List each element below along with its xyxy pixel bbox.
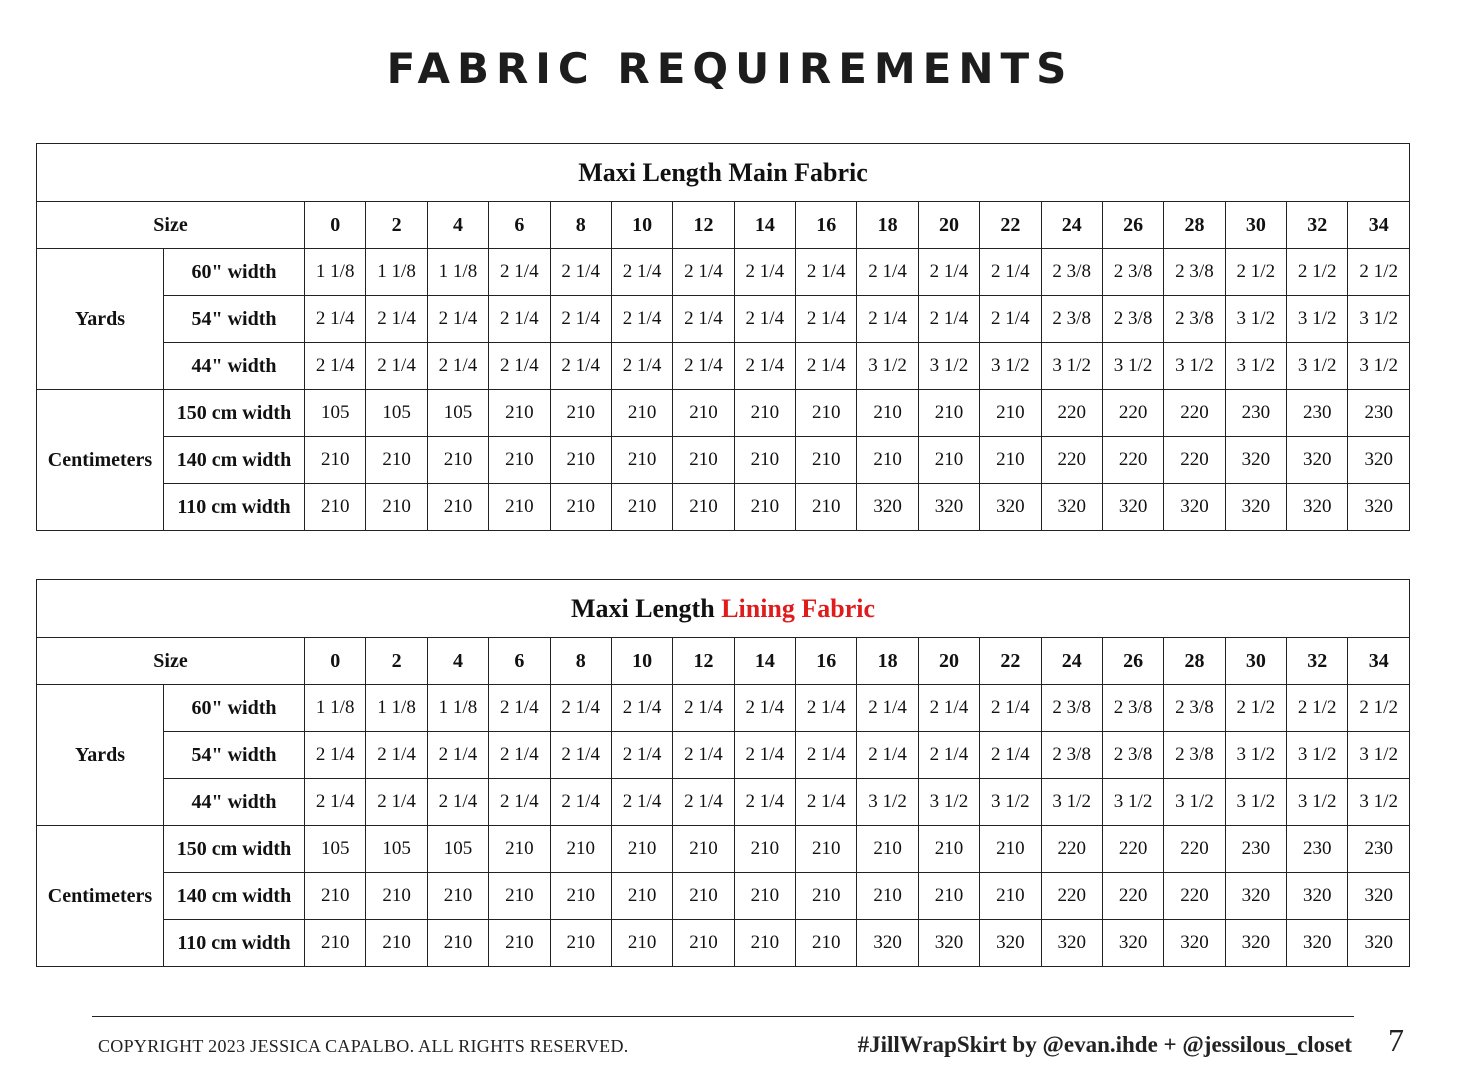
table-cell: 2 1/4 xyxy=(980,685,1041,732)
fabric-width-label: 54" width xyxy=(164,732,305,779)
table-cell: 2 3/8 xyxy=(1102,249,1163,296)
table-cell: 2 1/4 xyxy=(734,685,795,732)
table-cell: 210 xyxy=(489,920,550,967)
table-cell: 3 1/2 xyxy=(1348,296,1410,343)
table-cell: 220 xyxy=(1041,437,1102,484)
table-cell: 210 xyxy=(550,826,611,873)
table-cell: 230 xyxy=(1225,390,1286,437)
table-cell: 210 xyxy=(796,484,857,531)
table-cell: 210 xyxy=(611,437,672,484)
table-cell: 1 1/8 xyxy=(366,685,427,732)
table-cell: 2 1/2 xyxy=(1287,249,1348,296)
table-cell: 220 xyxy=(1041,873,1102,920)
table-cell: 210 xyxy=(366,920,427,967)
table-cell: 2 1/4 xyxy=(918,685,979,732)
table-cell: 210 xyxy=(980,437,1041,484)
table-cell: 210 xyxy=(489,484,550,531)
table-cell: 2 1/4 xyxy=(611,296,672,343)
size-header: 14 xyxy=(734,638,795,685)
size-header: 20 xyxy=(918,202,979,249)
table-cell: 210 xyxy=(305,484,366,531)
table-cell: 2 3/8 xyxy=(1102,296,1163,343)
table-cell: 3 1/2 xyxy=(1348,732,1410,779)
table-cell: 2 1/4 xyxy=(489,296,550,343)
size-header: 14 xyxy=(734,202,795,249)
table-cell: 3 1/2 xyxy=(1041,343,1102,390)
table-cell: 3 1/2 xyxy=(1287,296,1348,343)
table-cell: 2 1/4 xyxy=(305,343,366,390)
table-cell: 2 1/4 xyxy=(673,249,734,296)
table-cell: 210 xyxy=(427,484,488,531)
table-cell: 2 1/2 xyxy=(1225,685,1286,732)
table-cell: 2 1/4 xyxy=(550,779,611,826)
table-cell: 220 xyxy=(1041,390,1102,437)
table-cell: 105 xyxy=(427,826,488,873)
table-cell: 220 xyxy=(1102,826,1163,873)
table-cell: 2 1/4 xyxy=(427,732,488,779)
table-cell: 320 xyxy=(1287,873,1348,920)
table-cell: 210 xyxy=(550,390,611,437)
size-header: 22 xyxy=(980,638,1041,685)
table-cell: 3 1/2 xyxy=(1102,779,1163,826)
table-cell: 320 xyxy=(1348,484,1410,531)
table-cell: 3 1/2 xyxy=(1225,343,1286,390)
table-cell: 2 1/4 xyxy=(427,779,488,826)
table-cell: 210 xyxy=(489,873,550,920)
main-fabric-table xyxy=(36,143,1410,531)
table-cell: 2 1/4 xyxy=(796,249,857,296)
table-cell: 3 1/2 xyxy=(1225,296,1286,343)
table-cell: 230 xyxy=(1225,826,1286,873)
copyright-notice: COPYRIGHT 2023 JESSICA CAPALBO. ALL RIGHTS RESERVED. xyxy=(98,1036,629,1056)
table-cell: 105 xyxy=(366,390,427,437)
table-cell: 2 3/8 xyxy=(1164,296,1225,343)
table-cell: 210 xyxy=(673,437,734,484)
table-cell: 210 xyxy=(918,390,979,437)
table-cell: 230 xyxy=(1348,390,1410,437)
table-cell: 3 1/2 xyxy=(1287,343,1348,390)
table-cell: 210 xyxy=(305,873,366,920)
table-cell: 2 1/4 xyxy=(796,343,857,390)
fabric-width-label: 54" width xyxy=(164,296,305,343)
table-cell: 105 xyxy=(366,826,427,873)
table-cell: 2 3/8 xyxy=(1102,685,1163,732)
size-header: 2 xyxy=(366,202,427,249)
table-cell: 3 1/2 xyxy=(918,779,979,826)
table-cell: 2 1/4 xyxy=(611,249,672,296)
table-cell: 3 1/2 xyxy=(857,779,918,826)
table-cell: 210 xyxy=(918,826,979,873)
table-cell: 2 1/4 xyxy=(734,296,795,343)
table-cell: 3 1/2 xyxy=(1164,343,1225,390)
table-cell: 3 1/2 xyxy=(1287,732,1348,779)
table-row xyxy=(37,826,1410,873)
table-row xyxy=(37,343,1410,390)
table-cell: 2 1/4 xyxy=(857,685,918,732)
size-header: 16 xyxy=(796,638,857,685)
table-cell: 210 xyxy=(611,484,672,531)
table-cell: 2 1/4 xyxy=(918,249,979,296)
table-row xyxy=(37,685,1410,732)
table-cell: 210 xyxy=(734,920,795,967)
table-cell: 210 xyxy=(305,920,366,967)
table-cell: 2 1/4 xyxy=(734,343,795,390)
table-cell: 210 xyxy=(857,390,918,437)
table-cell: 1 1/8 xyxy=(366,249,427,296)
size-header: 0 xyxy=(305,202,366,249)
table-cell: 2 1/4 xyxy=(980,732,1041,779)
table-cell: 320 xyxy=(1041,920,1102,967)
size-header: 30 xyxy=(1225,638,1286,685)
fabric-width-label: 150 cm width xyxy=(164,390,305,437)
table-cell: 210 xyxy=(673,390,734,437)
table-cell: 2 3/8 xyxy=(1041,249,1102,296)
table-cell: 210 xyxy=(796,826,857,873)
table-cell: 210 xyxy=(734,873,795,920)
fabric-width-label: 44" width xyxy=(164,343,305,390)
table-cell: 220 xyxy=(1164,826,1225,873)
table-cell: 210 xyxy=(427,920,488,967)
table-cell: 210 xyxy=(918,873,979,920)
table-cell: 2 3/8 xyxy=(1041,732,1102,779)
size-header: 10 xyxy=(611,202,672,249)
table-row xyxy=(37,390,1410,437)
table-cell: 2 1/2 xyxy=(1225,249,1286,296)
size-header: 0 xyxy=(305,638,366,685)
size-label: Size xyxy=(37,638,305,685)
fabric-width-label: 140 cm width xyxy=(164,873,305,920)
table-cell: 320 xyxy=(918,484,979,531)
table-cell: 2 1/4 xyxy=(305,732,366,779)
table-cell: 2 3/8 xyxy=(1164,249,1225,296)
size-header: 28 xyxy=(1164,202,1225,249)
fabric-width-label: 110 cm width xyxy=(164,920,305,967)
table-cell: 210 xyxy=(611,920,672,967)
table-cell: 2 1/4 xyxy=(489,779,550,826)
table-row xyxy=(37,873,1410,920)
table-cell: 320 xyxy=(980,484,1041,531)
table-cell: 2 1/4 xyxy=(611,343,672,390)
size-header: 24 xyxy=(1041,638,1102,685)
table-cell: 210 xyxy=(734,826,795,873)
unit-group-label: Yards xyxy=(37,249,164,390)
size-header: 2 xyxy=(366,638,427,685)
table-cell: 210 xyxy=(611,390,672,437)
table-cell: 2 1/4 xyxy=(366,296,427,343)
table-cell: 320 xyxy=(1041,484,1102,531)
size-header: 6 xyxy=(489,202,550,249)
table-cell: 210 xyxy=(980,826,1041,873)
table-cell: 2 1/4 xyxy=(305,779,366,826)
table-row xyxy=(37,249,1410,296)
size-header: 6 xyxy=(489,638,550,685)
unit-group-label: Yards xyxy=(37,685,164,826)
table-cell: 210 xyxy=(611,826,672,873)
fabric-width-label: 60" width xyxy=(164,249,305,296)
table-cell: 3 1/2 xyxy=(980,779,1041,826)
size-label: Size xyxy=(37,202,305,249)
table-cell: 3 1/2 xyxy=(1348,343,1410,390)
page-number: 7 xyxy=(1388,1022,1404,1058)
size-header: 32 xyxy=(1287,202,1348,249)
size-header: 28 xyxy=(1164,638,1225,685)
table-cell: 210 xyxy=(305,437,366,484)
table-row xyxy=(37,296,1410,343)
footer-divider xyxy=(92,1016,1354,1017)
table-cell: 2 1/4 xyxy=(673,685,734,732)
table-cell: 2 3/8 xyxy=(1102,732,1163,779)
table-cell: 1 1/8 xyxy=(427,249,488,296)
size-header: 4 xyxy=(427,638,488,685)
table-cell: 2 1/4 xyxy=(489,685,550,732)
table-cell: 210 xyxy=(489,826,550,873)
table-cell: 320 xyxy=(1164,484,1225,531)
table-cell: 210 xyxy=(673,484,734,531)
fabric-width-label: 44" width xyxy=(164,779,305,826)
table-cell: 210 xyxy=(980,390,1041,437)
table-cell: 210 xyxy=(673,873,734,920)
table-cell: 3 1/2 xyxy=(1225,779,1286,826)
table-cell: 3 1/2 xyxy=(980,343,1041,390)
table-cell: 210 xyxy=(857,826,918,873)
table-cell: 2 1/2 xyxy=(1287,685,1348,732)
table-cell: 320 xyxy=(857,484,918,531)
table-cell: 210 xyxy=(550,484,611,531)
table-cell: 210 xyxy=(734,437,795,484)
size-header: 18 xyxy=(857,202,918,249)
size-header-row xyxy=(37,638,1410,685)
social-handles: #JillWrapSkirt by @evan.ihde + @jessilous_closet xyxy=(857,1032,1352,1057)
size-header: 12 xyxy=(673,638,734,685)
table-cell: 2 1/4 xyxy=(857,249,918,296)
size-header: 20 xyxy=(918,638,979,685)
table-title-text: Maxi Length xyxy=(570,593,715,623)
table-cell: 210 xyxy=(857,873,918,920)
table-cell: 2 1/4 xyxy=(734,249,795,296)
table-cell: 3 1/2 xyxy=(1287,779,1348,826)
table-row xyxy=(37,779,1410,826)
table-cell: 210 xyxy=(980,873,1041,920)
table-cell: 1 1/8 xyxy=(305,249,366,296)
table-row xyxy=(37,732,1410,779)
table-cell: 210 xyxy=(550,873,611,920)
size-header: 34 xyxy=(1348,638,1410,685)
table-cell: 320 xyxy=(857,920,918,967)
table-cell: 2 1/4 xyxy=(796,779,857,826)
size-header: 8 xyxy=(550,202,611,249)
table-cell: 2 1/4 xyxy=(550,685,611,732)
table-title-text: Maxi Length Main Fabric xyxy=(578,157,868,187)
size-header: 34 xyxy=(1348,202,1410,249)
table-cell: 210 xyxy=(550,437,611,484)
size-header: 18 xyxy=(857,638,918,685)
table-cell: 320 xyxy=(1287,920,1348,967)
table-cell: 220 xyxy=(1102,873,1163,920)
table-title xyxy=(37,144,1410,202)
table-cell: 105 xyxy=(305,826,366,873)
table-cell: 320 xyxy=(980,920,1041,967)
table-cell: 210 xyxy=(673,826,734,873)
table-cell: 2 1/4 xyxy=(673,779,734,826)
table-row xyxy=(37,484,1410,531)
table-cell: 210 xyxy=(734,484,795,531)
table-cell: 210 xyxy=(734,390,795,437)
unit-group-label: Centimeters xyxy=(37,390,164,531)
table-cell: 2 1/4 xyxy=(918,732,979,779)
table-cell: 2 1/4 xyxy=(980,296,1041,343)
size-header: 12 xyxy=(673,202,734,249)
table-cell: 320 xyxy=(1287,437,1348,484)
size-header: 24 xyxy=(1041,202,1102,249)
table-cell: 320 xyxy=(1348,920,1410,967)
size-header: 26 xyxy=(1102,638,1163,685)
table-cell: 2 1/4 xyxy=(366,732,427,779)
table-cell: 2 1/4 xyxy=(673,343,734,390)
table-cell: 230 xyxy=(1287,390,1348,437)
page-title: FABRIC REQUIREMENTS xyxy=(386,44,1074,93)
size-header: 32 xyxy=(1287,638,1348,685)
table-cell: 220 xyxy=(1164,437,1225,484)
table-cell: 105 xyxy=(427,390,488,437)
table-cell: 210 xyxy=(796,873,857,920)
table-row xyxy=(37,437,1410,484)
size-header: 10 xyxy=(611,638,672,685)
table-cell: 320 xyxy=(1287,484,1348,531)
table-cell: 220 xyxy=(1164,390,1225,437)
size-header: 26 xyxy=(1102,202,1163,249)
table-cell: 220 xyxy=(1102,390,1163,437)
table-cell: 2 1/4 xyxy=(796,732,857,779)
table-cell: 2 1/4 xyxy=(427,296,488,343)
table-cell: 2 1/4 xyxy=(980,249,1041,296)
table-cell: 2 1/4 xyxy=(489,249,550,296)
table-cell: 2 1/4 xyxy=(550,732,611,779)
table-cell: 320 xyxy=(1102,484,1163,531)
table-cell: 3 1/2 xyxy=(1225,732,1286,779)
fabric-width-label: 60" width xyxy=(164,685,305,732)
table-cell: 320 xyxy=(1348,873,1410,920)
size-header: 8 xyxy=(550,638,611,685)
table-cell: 2 1/4 xyxy=(796,685,857,732)
table-cell: 2 1/4 xyxy=(550,296,611,343)
table-cell: 320 xyxy=(918,920,979,967)
table-cell: 210 xyxy=(796,437,857,484)
table-cell: 2 1/4 xyxy=(734,732,795,779)
table-cell: 2 1/4 xyxy=(550,343,611,390)
table-cell: 320 xyxy=(1225,873,1286,920)
table-cell: 2 1/4 xyxy=(611,685,672,732)
table-cell: 2 1/4 xyxy=(489,732,550,779)
table-cell: 210 xyxy=(611,873,672,920)
table-cell: 2 1/4 xyxy=(305,296,366,343)
size-header: 4 xyxy=(427,202,488,249)
table-cell: 2 1/4 xyxy=(857,296,918,343)
table-cell: 2 3/8 xyxy=(1041,685,1102,732)
table-cell: 2 1/2 xyxy=(1348,249,1410,296)
unit-group-label: Centimeters xyxy=(37,826,164,967)
table-cell: 210 xyxy=(489,437,550,484)
table-cell: 3 1/2 xyxy=(1041,779,1102,826)
table-cell: 220 xyxy=(1102,437,1163,484)
table-cell: 210 xyxy=(427,873,488,920)
table-cell: 3 1/2 xyxy=(918,343,979,390)
table-cell: 210 xyxy=(796,390,857,437)
table-cell: 2 3/8 xyxy=(1164,732,1225,779)
table-cell: 210 xyxy=(366,873,427,920)
table-cell: 2 1/4 xyxy=(489,343,550,390)
table-cell: 3 1/2 xyxy=(1348,779,1410,826)
table-cell: 320 xyxy=(1348,437,1410,484)
table-cell: 210 xyxy=(918,437,979,484)
table-cell: 1 1/8 xyxy=(427,685,488,732)
table-cell: 2 1/4 xyxy=(550,249,611,296)
table-cell: 3 1/2 xyxy=(857,343,918,390)
table-cell: 2 1/2 xyxy=(1348,685,1410,732)
table-cell: 1 1/8 xyxy=(305,685,366,732)
table-cell: 2 1/4 xyxy=(673,296,734,343)
table-cell: 2 1/4 xyxy=(611,732,672,779)
table-cell: 320 xyxy=(1225,437,1286,484)
size-header-row xyxy=(37,202,1410,249)
table-cell: 230 xyxy=(1287,826,1348,873)
table-cell: 3 1/2 xyxy=(1102,343,1163,390)
table-cell: 2 1/4 xyxy=(734,779,795,826)
table-cell: 210 xyxy=(427,437,488,484)
table-cell: 320 xyxy=(1225,920,1286,967)
table-cell: 210 xyxy=(857,437,918,484)
table-cell: 230 xyxy=(1348,826,1410,873)
table-title xyxy=(37,580,1410,638)
table-cell: 2 1/4 xyxy=(427,343,488,390)
table-cell: 2 3/8 xyxy=(1041,296,1102,343)
table-cell: 320 xyxy=(1102,920,1163,967)
table-cell: 210 xyxy=(366,437,427,484)
lining-fabric-table xyxy=(36,579,1410,967)
table-cell: 210 xyxy=(366,484,427,531)
table-cell: 210 xyxy=(550,920,611,967)
table-cell: 2 1/4 xyxy=(796,296,857,343)
size-header: 22 xyxy=(980,202,1041,249)
size-header: 30 xyxy=(1225,202,1286,249)
table-cell: 2 1/4 xyxy=(918,296,979,343)
fabric-width-label: 110 cm width xyxy=(164,484,305,531)
table-cell: 2 1/4 xyxy=(611,779,672,826)
table-cell: 210 xyxy=(673,920,734,967)
table-cell: 2 3/8 xyxy=(1164,685,1225,732)
table-cell: 105 xyxy=(305,390,366,437)
table-cell: 210 xyxy=(796,920,857,967)
table-cell: 2 1/4 xyxy=(673,732,734,779)
table-cell: 220 xyxy=(1041,826,1102,873)
table-cell: 210 xyxy=(489,390,550,437)
fabric-width-label: 140 cm width xyxy=(164,437,305,484)
table-cell: 2 1/4 xyxy=(366,779,427,826)
fabric-width-label: 150 cm width xyxy=(164,826,305,873)
size-header: 16 xyxy=(796,202,857,249)
table-cell: 320 xyxy=(1164,920,1225,967)
table-title-accent: Lining Fabric xyxy=(721,593,876,623)
table-row xyxy=(37,920,1410,967)
table-cell: 220 xyxy=(1164,873,1225,920)
table-cell: 2 1/4 xyxy=(366,343,427,390)
table-cell: 3 1/2 xyxy=(1164,779,1225,826)
table-cell: 320 xyxy=(1225,484,1286,531)
table-cell: 2 1/4 xyxy=(857,732,918,779)
